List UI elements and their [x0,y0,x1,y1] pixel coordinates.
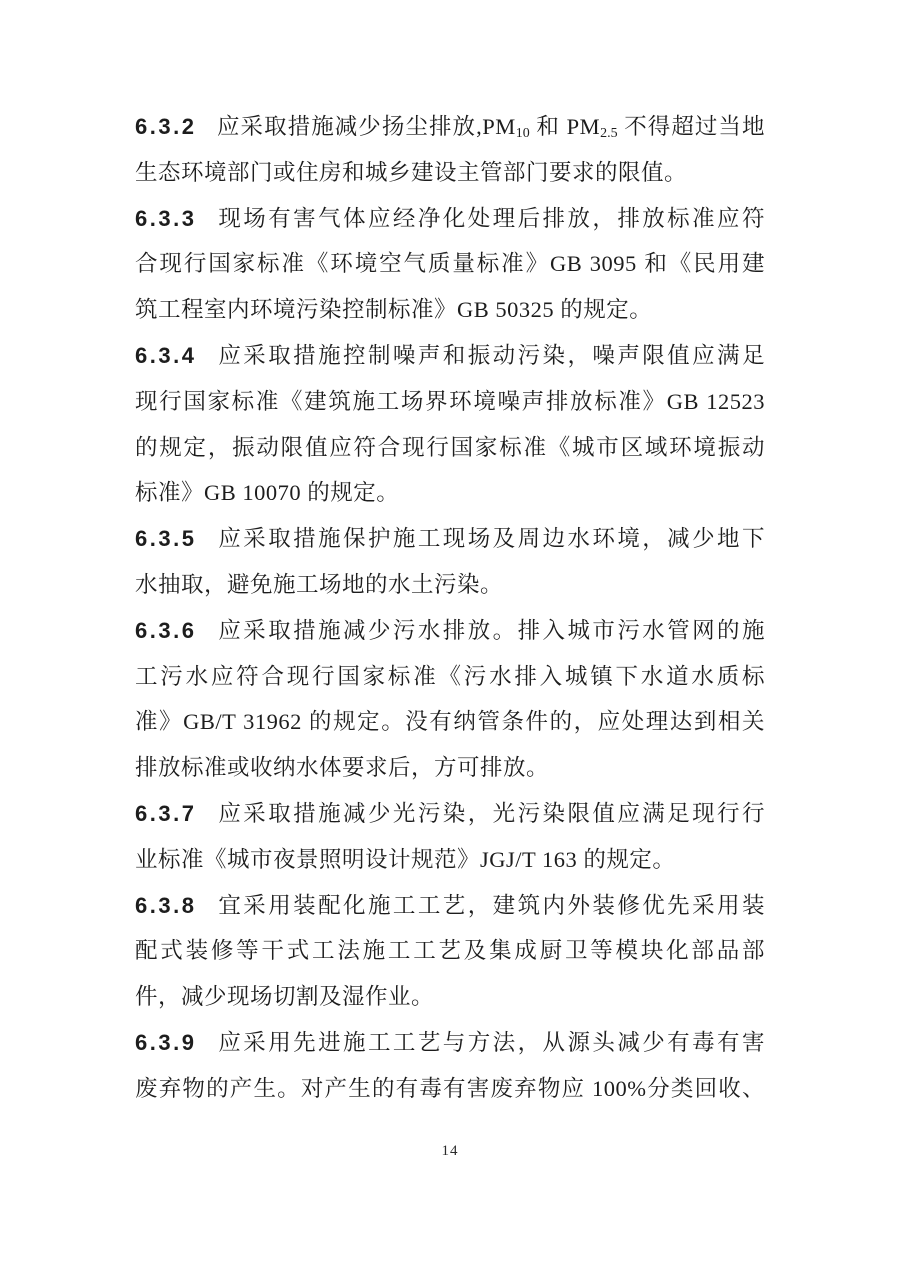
subscript: 2.5 [600,126,618,142]
section-number: 6.3.7 [135,800,197,826]
text-line [135,654,765,700]
section-number: 6.3.6 [135,617,197,643]
text-run: 现场有害气体应经净化处理后排放，排放标准应符 [216,205,765,231]
text-line [135,928,765,974]
text-run: 应采取措施控制噪声和振动污染，噪声限值应满足 [216,342,765,368]
number-text-gap [196,1049,216,1050]
text-run: 标准》GB 10070 的规定。 [135,480,400,506]
section-number: 6.3.2 [135,114,197,139]
text-run: 应采取措施减少扬尘排放, [216,114,483,139]
text-run: 宜采用装配化施工工艺，建筑内外装修优先采用装 [216,892,765,918]
text-run: 件，减少现场切割及湿作业。 [135,984,435,1010]
text-line [135,562,765,608]
text-line [135,974,765,1020]
text-run: 和 [529,114,567,139]
section-number: 6.3.5 [135,526,197,552]
number-text-gap [196,133,216,134]
text-run: 现行国家标准《建筑施工场界环境噪声排放标准》GB 12523 [135,388,765,414]
text-run: 应采取措施减少污水排放。排入城市污水管网的施 [216,617,765,643]
text-run: 合现行国家标准《环境空气质量标准》GB 3095 和《民用建 [135,251,765,277]
text-run: 筑工程室内环境污染控制标准》GB 50325 的规定。 [135,297,653,323]
text-run: 准》GB/T 31962 的规定。没有纳管条件的，应处理达到相关 [135,709,765,735]
section-number: 6.3.3 [135,205,197,231]
text-run: 应采取措施减少光污染，光污染限值应满足现行行 [216,800,765,826]
text-run: 工污水应符合现行国家标准《污水排入城镇下水道水质标 [135,663,765,689]
text-run: 水抽取，避免施工场地的水土污染。 [135,571,504,597]
text-line [135,608,765,654]
text-line [135,333,765,379]
text-line [135,379,765,425]
section-number: 6.3.8 [135,892,197,918]
text-run: 废弃物的产生。对产生的有毒有害废弃物应 100%分类回收、 [135,1075,765,1101]
document-body [135,104,765,1112]
text-line [135,1066,765,1112]
text-line [135,196,765,242]
section-number: 6.3.9 [135,1029,197,1055]
page-number: 14 [441,1143,459,1159]
text-run: 应采用先进施工工艺与方法，从源头减少有毒有害 [216,1029,765,1055]
text-line [135,287,765,333]
text-line [135,791,765,837]
text-line [135,883,765,929]
text-run: 配式装修等干式工法施工工艺及集成厨卫等模块化部品部 [135,938,765,964]
text-line [135,150,765,196]
number-text-gap [196,912,216,913]
text-run: PM [566,114,601,139]
text-line [135,745,765,791]
text-line [135,837,765,883]
text-run: 的规定，振动限值应符合现行国家标准《城市区域环境振动 [135,434,765,460]
text-line [135,241,765,287]
text-line [135,516,765,562]
text-line [135,1020,765,1066]
text-line [135,699,765,745]
text-line [135,470,765,516]
subscript: 10 [515,126,530,142]
text-run: 生态环境部门或住房和城乡建设主管部门要求的限值。 [135,159,688,185]
number-text-gap [196,637,216,638]
text-line [135,104,765,150]
text-run: 不得超过当地 [617,114,765,139]
text-run: 排放标准或收纳水体要求后，方可排放。 [135,755,550,781]
text-run: 应采取措施保护施工现场及周边水环境，减少地下 [216,526,765,552]
number-text-gap [196,820,216,821]
section-number: 6.3.4 [135,342,197,368]
number-text-gap [196,225,216,226]
number-text-gap [196,362,216,363]
text-line [135,425,765,471]
number-text-gap [196,545,216,546]
text-run: PM [482,114,516,139]
text-run: 业标准《城市夜景照明设计规范》JGJ/T 163 的规定。 [135,846,676,872]
